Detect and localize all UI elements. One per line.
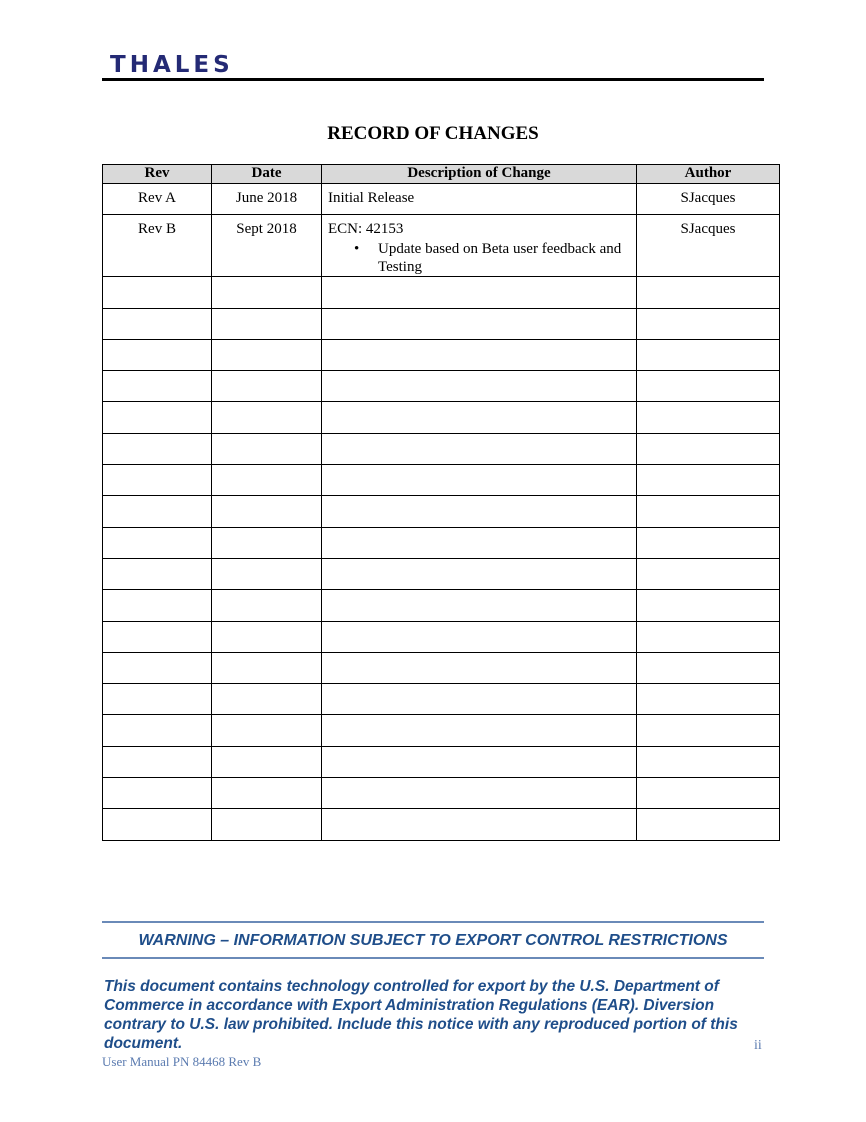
empty-cell: [103, 558, 212, 589]
record-of-changes-table: [102, 164, 780, 841]
empty-cell: [637, 527, 780, 558]
table-row: [103, 184, 780, 215]
empty-cell: [322, 558, 637, 589]
empty-table-row: [103, 527, 780, 558]
empty-table-row: [103, 277, 780, 308]
empty-cell: [637, 277, 780, 308]
header-rule: [102, 78, 764, 81]
table-row: [103, 215, 780, 277]
empty-cell: [103, 809, 212, 840]
empty-table-row: [103, 465, 780, 496]
empty-cell: [103, 339, 212, 370]
empty-cell: [103, 277, 212, 308]
empty-cell: [637, 621, 780, 652]
empty-cell: [212, 558, 322, 589]
empty-table-row: [103, 590, 780, 621]
empty-table-row: [103, 496, 780, 527]
empty-cell: [322, 308, 637, 339]
empty-cell: [103, 590, 212, 621]
empty-table-row: [103, 558, 780, 589]
empty-cell: [212, 809, 322, 840]
empty-cell: [103, 402, 212, 433]
empty-cell: [637, 433, 780, 464]
empty-table-row: [103, 715, 780, 746]
empty-table-row: [103, 308, 780, 339]
empty-cell: [637, 308, 780, 339]
empty-cell: [637, 465, 780, 496]
empty-cell: [322, 621, 637, 652]
empty-cell: [637, 402, 780, 433]
column-header-description: Description of Change: [322, 165, 637, 184]
empty-cell: [322, 652, 637, 683]
empty-cell: [212, 339, 322, 370]
empty-cell: [212, 496, 322, 527]
empty-cell: [322, 277, 637, 308]
cell-description: [322, 215, 637, 277]
empty-cell: [103, 527, 212, 558]
empty-table-row: [103, 402, 780, 433]
empty-cell: [212, 778, 322, 809]
warning-top-rule: [102, 921, 764, 923]
empty-cell: [212, 684, 322, 715]
empty-table-row: [103, 809, 780, 840]
empty-table-row: [103, 371, 780, 402]
empty-table-row: [103, 746, 780, 777]
column-header-date: Date: [212, 165, 322, 184]
empty-table-row: [103, 684, 780, 715]
footer-text: User Manual PN 84468 Rev B: [102, 1054, 262, 1069]
empty-cell: [637, 684, 780, 715]
empty-cell: [322, 809, 637, 840]
empty-cell: [212, 308, 322, 339]
empty-cell: [637, 715, 780, 746]
warning-body: This document contains technology controlled for export by the U.S. Department of Commerce in accordance with Export Administration Regulations (EAR). Diversion contrary to U.S. law prohibited. Include this notice with any reproduced portion of this document.: [104, 978, 738, 1052]
empty-cell: [322, 496, 637, 527]
warning-bottom-rule: [102, 957, 764, 959]
empty-cell: [212, 527, 322, 558]
empty-cell: [212, 590, 322, 621]
empty-cell: [322, 527, 637, 558]
empty-cell: [212, 652, 322, 683]
empty-cell: [103, 308, 212, 339]
empty-cell: [637, 652, 780, 683]
page-number: ii: [754, 1038, 762, 1053]
cell-rev: Rev A: [103, 184, 212, 215]
empty-cell: [637, 558, 780, 589]
empty-cell: [103, 746, 212, 777]
empty-table-row: [103, 339, 780, 370]
empty-cell: [212, 277, 322, 308]
empty-cell: [322, 746, 637, 777]
empty-cell: [103, 465, 212, 496]
empty-cell: [212, 433, 322, 464]
description-text: ECN: 42153: [328, 221, 404, 238]
cell-author: SJacques: [637, 215, 780, 277]
empty-cell: [103, 715, 212, 746]
empty-cell: [322, 778, 637, 809]
cell-date: June 2018: [212, 184, 322, 215]
bullet-item: [328, 240, 630, 276]
empty-cell: [212, 746, 322, 777]
empty-cell: [637, 590, 780, 621]
empty-cell: [322, 402, 637, 433]
bullet-list: [328, 240, 630, 276]
empty-cell: [322, 339, 637, 370]
empty-table-row: [103, 621, 780, 652]
empty-cell: [103, 621, 212, 652]
empty-table-row: [103, 433, 780, 464]
empty-cell: [322, 715, 637, 746]
empty-cell: [637, 778, 780, 809]
thales-logo: THALES: [110, 52, 234, 78]
empty-table-row: [103, 778, 780, 809]
empty-cell: [103, 433, 212, 464]
cell-date: Sept 2018: [212, 215, 322, 277]
warning-title: WARNING – INFORMATION SUBJECT TO EXPORT CONTROL RESTRICTIONS: [138, 932, 728, 949]
cell-rev: Rev B: [103, 215, 212, 277]
bullet-icon: •: [354, 241, 360, 258]
empty-cell: [103, 652, 212, 683]
empty-cell: [212, 465, 322, 496]
empty-cell: [103, 496, 212, 527]
table-header-row: [103, 165, 780, 184]
empty-cell: [322, 465, 637, 496]
empty-cell: [637, 496, 780, 527]
empty-cell: [103, 684, 212, 715]
cell-description: Initial Release: [322, 184, 637, 215]
empty-table-row: [103, 652, 780, 683]
empty-cell: [212, 621, 322, 652]
empty-cell: [637, 746, 780, 777]
empty-cell: [103, 778, 212, 809]
empty-cell: [212, 402, 322, 433]
column-header-rev: Rev: [103, 165, 212, 184]
empty-cell: [212, 715, 322, 746]
empty-cell: [637, 339, 780, 370]
empty-cell: [637, 371, 780, 402]
empty-cell: [322, 371, 637, 402]
empty-cell: [103, 371, 212, 402]
empty-cell: [322, 590, 637, 621]
cell-author: SJacques: [637, 184, 780, 215]
empty-cell: [212, 371, 322, 402]
column-header-author: Author: [637, 165, 780, 184]
empty-cell: [322, 433, 637, 464]
empty-cell: [322, 684, 637, 715]
bullet-text: Update based on Beta user feedback and Testing: [378, 241, 622, 276]
page-title: RECORD OF CHANGES: [327, 123, 539, 144]
empty-cell: [637, 809, 780, 840]
